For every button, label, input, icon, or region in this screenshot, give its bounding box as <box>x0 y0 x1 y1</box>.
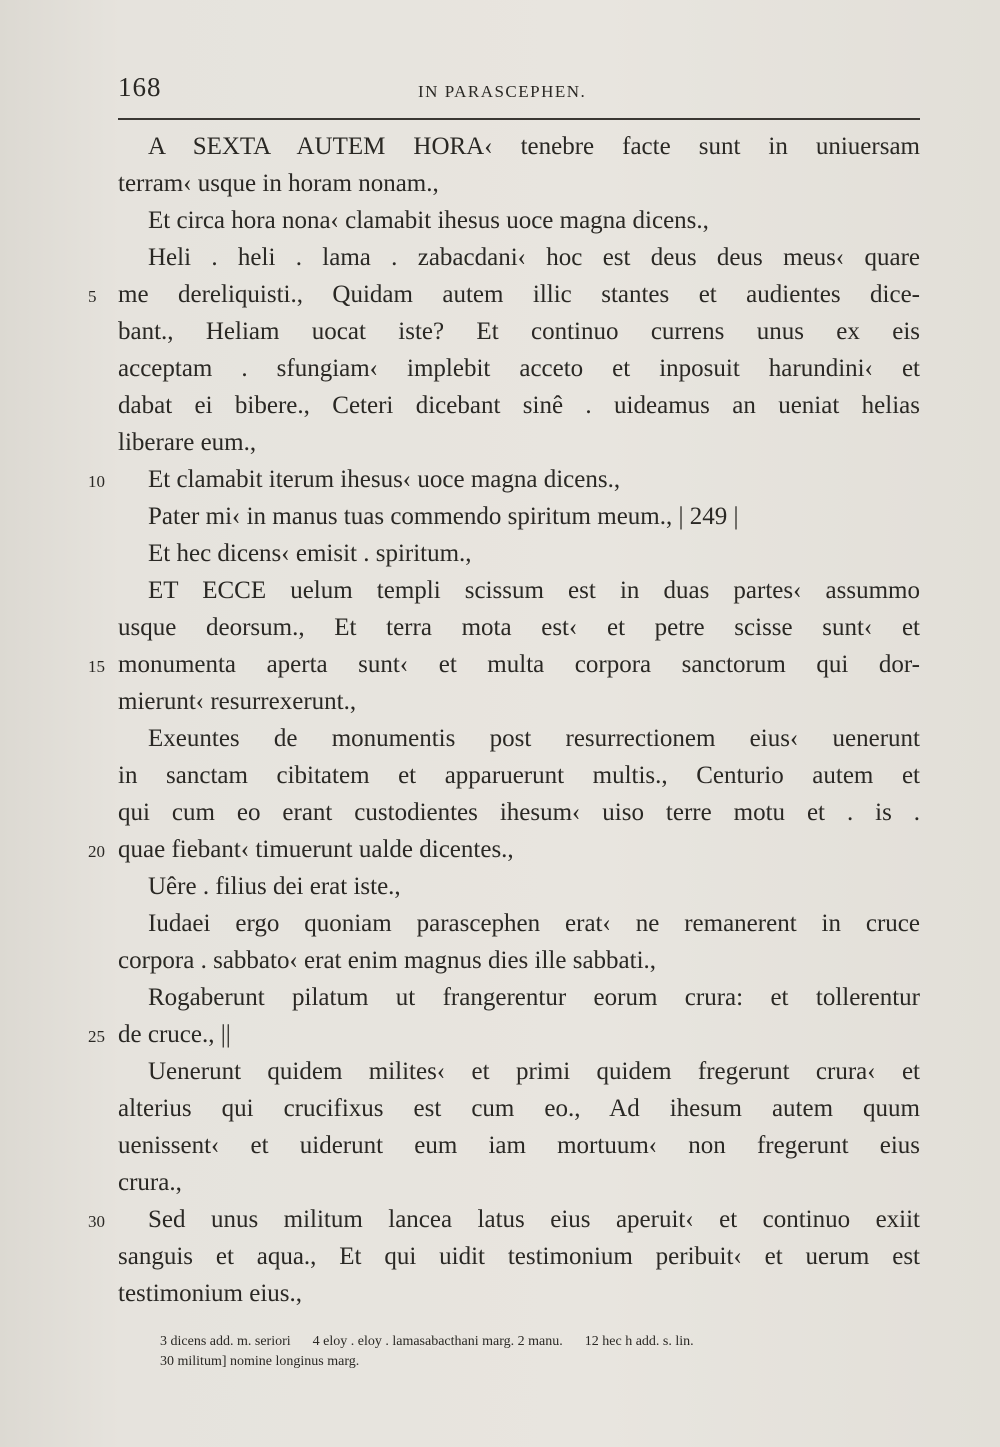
line-text: Et circa hora nona‹ clamabit ihesus uoce magna dicens., <box>148 207 709 234</box>
footnote-row <box>160 1352 880 1372</box>
line-text: crura., <box>118 1169 182 1196</box>
line-text: liberare eum., <box>118 429 257 456</box>
line-text: Heli . heli . lama . zabacdani‹ hoc est deus deus meus‹ quare <box>148 244 920 271</box>
footnote-row <box>160 1332 880 1352</box>
line-text: in sanctam cibitatem et apparuerunt multis., Centurio autem et <box>118 762 920 789</box>
text-line <box>118 757 920 794</box>
line-text: de cruce., || <box>118 1021 231 1048</box>
text-line <box>88 1201 920 1238</box>
text-line <box>118 239 920 276</box>
text-line <box>118 905 920 942</box>
line-text: testimonium eius., <box>118 1280 303 1307</box>
text-line <box>118 1127 920 1164</box>
line-text: Uêre . filius dei erat iste., <box>148 873 401 900</box>
line-text: dabat ei bibere., Ceteri dicebant sinê . uideamus an ueniat helias <box>118 392 920 419</box>
footnote: 12 hec h add. s. lin. <box>584 1334 694 1349</box>
line-text: acceptam . sfungiam‹ implebit acceto et inposuit harundini‹ et <box>118 355 920 382</box>
running-head <box>118 72 918 112</box>
text-line <box>118 350 920 387</box>
line-text: Iudaei ergo quoniam parascephen erat‹ ne remanerent in cruce <box>148 910 920 937</box>
line-text: quae fiebant‹ timuerunt ualde dicentes., <box>118 836 514 863</box>
line-text: terram‹ usque in horam nonam., <box>118 170 439 197</box>
footnote: 30 militum] nomine longinus marg. <box>160 1354 360 1369</box>
line-text: Uenerunt quidem milites‹ et primi quidem fregerunt crura‹ et <box>148 1058 920 1085</box>
line-text: uenissent‹ et uiderunt eum iam mortuum‹ non fregerunt eius <box>118 1132 920 1159</box>
text-line <box>118 498 920 535</box>
line-text: Pater mi‹ in manus tuas commendo spiritum meum., | 249 | <box>148 503 739 530</box>
text-line <box>118 313 920 350</box>
line-text: Sed unus militum lancea latus eius aperuit‹ et continuo exiit <box>148 1206 920 1233</box>
line-number: 5 <box>88 287 97 306</box>
line-text: usque deorsum., Et terra mota est‹ et petre scisse sunt‹ et <box>118 614 920 641</box>
line-number: 20 <box>88 842 105 861</box>
text-line <box>118 424 920 461</box>
line-text: Exeuntes de monumentis post resurrectionem eius‹ uenerunt <box>148 725 920 752</box>
line-text: monumenta aperta sunt‹ et multa corpora sanctorum qui dor- <box>118 651 920 678</box>
text-line <box>118 720 920 757</box>
line-text: mierunt‹ resurrexerunt., <box>118 688 357 715</box>
line-text: alterius qui crucifixus est cum eo., Ad ihesum autem quum <box>118 1095 920 1122</box>
main-text <box>88 128 920 1312</box>
page-number: 168 <box>118 72 162 102</box>
line-text: Rogaberunt pilatum ut frangerentur eorum crura: et tollerentur <box>148 984 920 1011</box>
text-line <box>118 942 920 979</box>
text-line <box>118 1275 920 1312</box>
line-text: sanguis et aqua., Et qui uidit testimonium peribuit‹ et uerum est <box>118 1243 920 1270</box>
line-text: qui cum eo erant custodientes ihesum‹ uiso terre motu et . is . <box>118 799 920 826</box>
text-line <box>118 535 920 572</box>
text-line <box>118 683 920 720</box>
text-line <box>118 609 920 646</box>
text-line <box>118 1164 920 1201</box>
text-line <box>118 1238 920 1275</box>
line-text: Et clamabit iterum ihesus‹ uoce magna dicens., <box>148 466 621 493</box>
text-line <box>118 572 920 609</box>
line-number: 30 <box>88 1212 105 1231</box>
line-number: 25 <box>88 1027 105 1046</box>
text-line <box>118 165 920 202</box>
line-text: me dereliquisti., Quidam autem illic stantes et audientes dice- <box>118 281 920 308</box>
text-line <box>118 1053 920 1090</box>
footnote: 4 eloy . eloy . lamasabacthani marg. 2 manu. <box>312 1334 563 1349</box>
text-line <box>88 461 920 498</box>
text-line <box>118 128 920 165</box>
footnotes <box>160 1332 880 1372</box>
line-text: A SEXTA AUTEM HORA‹ tenebre facte sunt in uniuersam <box>148 133 920 160</box>
text-line <box>88 831 920 868</box>
text-line <box>88 276 920 313</box>
text-line <box>118 1090 920 1127</box>
running-title: IN PARASCEPHEN. <box>418 82 587 101</box>
text-line <box>88 646 920 683</box>
header-rule <box>118 118 920 120</box>
text-line <box>118 794 920 831</box>
text-line <box>118 868 920 905</box>
line-number: 10 <box>88 472 105 491</box>
text-line <box>118 202 920 239</box>
line-number: 15 <box>88 657 105 676</box>
text-line <box>118 387 920 424</box>
line-text: ET ECCE uelum templi scissum est in duas partes‹ assummo <box>148 577 920 604</box>
text-line <box>118 979 920 1016</box>
line-text: bant., Heliam uocat iste? Et continuo currens unus ex eis <box>118 318 920 345</box>
line-text: Et hec dicens‹ emisit . spiritum., <box>148 540 472 567</box>
text-line <box>88 1016 920 1053</box>
line-text: corpora . sabbato‹ erat enim magnus dies ille sabbati., <box>118 947 657 974</box>
footnote: 3 dicens add. m. seriori <box>160 1334 291 1349</box>
